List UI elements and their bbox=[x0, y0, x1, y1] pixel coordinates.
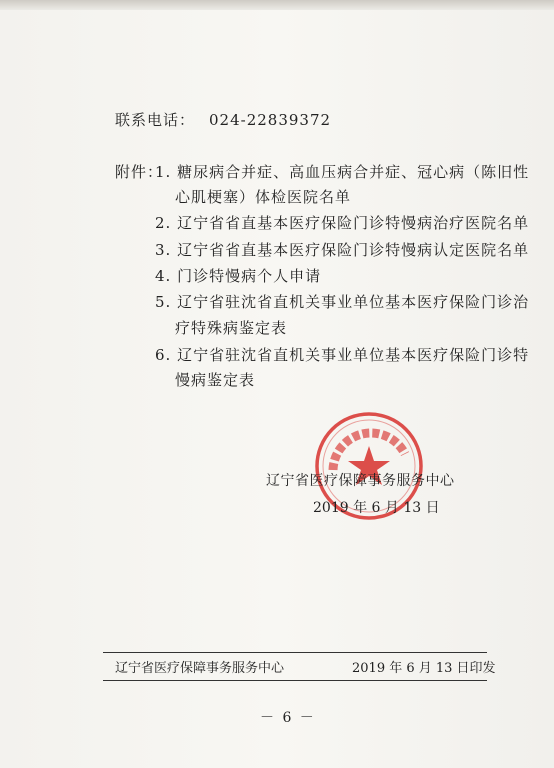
footer-rule-top bbox=[103, 652, 487, 653]
attachment-item-6: 6. 辽宁省驻沈省直机关事业单位基本医疗保险门诊特 bbox=[155, 346, 530, 364]
attachment-item-1: 1. 糖尿病合并症、高血压病合并症、冠心病（陈旧性 bbox=[155, 163, 530, 181]
contact-phone: 024-22839372 bbox=[209, 111, 332, 129]
attachment-item-5-cont: 疗特殊病鉴定表 bbox=[175, 319, 288, 337]
footer-rule-bottom bbox=[103, 680, 487, 681]
signature-organization: 辽宁省医疗保障事务服务中心 bbox=[266, 473, 455, 489]
attachment-item-3: 3. 辽宁省省直基本医疗保险门诊特慢病认定医院名单 bbox=[155, 241, 530, 259]
contact-label: 联系电话： bbox=[115, 111, 196, 129]
attachment-item-4: 4. 门诊特慢病个人申请 bbox=[155, 267, 322, 285]
scan-edge bbox=[0, 0, 554, 10]
attachment-item-5: 5. 辽宁省驻沈省直机关事业单位基本医疗保险门诊治 bbox=[155, 293, 530, 311]
attachments-label: 附件： bbox=[115, 163, 164, 181]
attachment-item-6-cont: 慢病鉴定表 bbox=[175, 371, 256, 389]
attachment-item-2: 2. 辽宁省省直基本医疗保险门诊特慢病治疗医院名单 bbox=[155, 214, 530, 232]
attachment-item-1-cont: 心肌梗塞）体检医院名单 bbox=[175, 188, 352, 206]
footer-issue-date: 2019 年 6 月 13 日印发 bbox=[352, 661, 496, 676]
contact-line bbox=[115, 109, 331, 130]
page-number: － 6 － bbox=[260, 710, 316, 726]
signature-date: 2019 年 6 月 13 日 bbox=[313, 500, 440, 516]
footer-organization: 辽宁省医疗保障事务服务中心 bbox=[115, 661, 285, 676]
